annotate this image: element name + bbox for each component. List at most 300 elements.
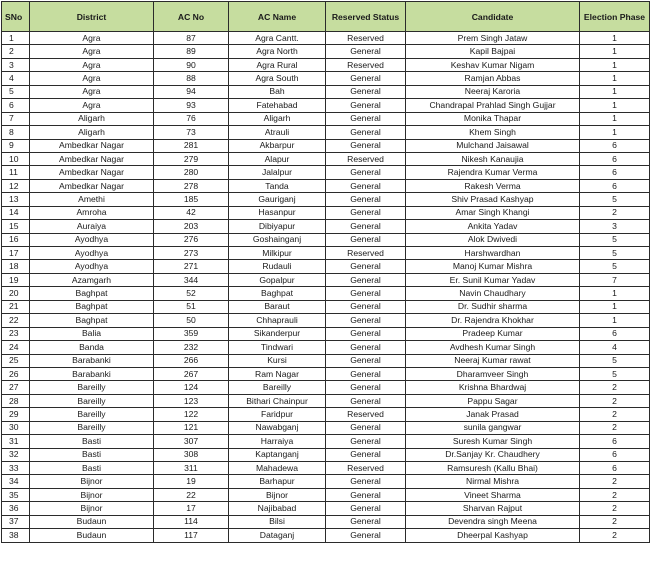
cell-candidate: Harshwardhan [406, 247, 580, 260]
cell-ac-no: 22 [154, 488, 229, 501]
table-row [2, 529, 650, 542]
cell-candidate: Rajendra Kumar Verma [406, 166, 580, 179]
table-row [2, 354, 650, 367]
cell-candidate: Navin Chaudhary [406, 287, 580, 300]
cell-reserved-status: General [326, 139, 406, 152]
cell-ac-name: Agra North [229, 45, 326, 58]
cell-election-phase: 6 [580, 166, 650, 179]
table-row [2, 394, 650, 407]
cell-ac-name: Goshainganj [229, 233, 326, 246]
cell-district: Baghpat [30, 300, 154, 313]
table-row [2, 45, 650, 58]
cell-sno: 16 [2, 233, 30, 246]
cell-election-phase: 5 [580, 193, 650, 206]
table-row [2, 72, 650, 85]
cell-ac-name: Fatehabad [229, 99, 326, 112]
cell-election-phase: 2 [580, 421, 650, 434]
cell-ac-no: 93 [154, 99, 229, 112]
cell-ac-no: 307 [154, 435, 229, 448]
cell-district: Ambedkar Nagar [30, 152, 154, 165]
cell-reserved-status: General [326, 475, 406, 488]
cell-sno: 29 [2, 408, 30, 421]
cell-candidate: Janak Prasad [406, 408, 580, 421]
cell-sno: 24 [2, 341, 30, 354]
cell-ac-no: 73 [154, 126, 229, 139]
cell-sno: 37 [2, 515, 30, 528]
cell-ac-name: Aligarh [229, 112, 326, 125]
cell-ac-name: Atrauli [229, 126, 326, 139]
cell-ac-name: Mahadewa [229, 462, 326, 475]
table-body [2, 32, 650, 543]
cell-district: Agra [30, 85, 154, 98]
cell-candidate: Vineet Sharma [406, 488, 580, 501]
cell-ac-name: Nawabganj [229, 421, 326, 434]
cell-ac-no: 42 [154, 206, 229, 219]
cell-election-phase: 5 [580, 354, 650, 367]
cell-ac-name: Gopalpur [229, 273, 326, 286]
cell-ac-name: Sikanderpur [229, 327, 326, 340]
cell-ac-name: Kursi [229, 354, 326, 367]
cell-ac-no: 278 [154, 179, 229, 192]
cell-ac-name: Baghpat [229, 287, 326, 300]
cell-ac-no: 122 [154, 408, 229, 421]
table-row [2, 220, 650, 233]
cell-reserved-status: General [326, 488, 406, 501]
table-row [2, 112, 650, 125]
cell-ac-no: 89 [154, 45, 229, 58]
cell-ac-no: 359 [154, 327, 229, 340]
column-header-sno: SNo [2, 2, 30, 32]
cell-district: Bareilly [30, 421, 154, 434]
cell-election-phase: 1 [580, 45, 650, 58]
cell-district: Barabanki [30, 367, 154, 380]
cell-reserved-status: General [326, 99, 406, 112]
table-row [2, 139, 650, 152]
table-row [2, 462, 650, 475]
cell-election-phase: 2 [580, 394, 650, 407]
cell-reserved-status: General [326, 72, 406, 85]
cell-district: Agra [30, 32, 154, 45]
cell-election-phase: 2 [580, 502, 650, 515]
cell-election-phase: 3 [580, 220, 650, 233]
cell-ac-no: 121 [154, 421, 229, 434]
cell-district: Ambedkar Nagar [30, 139, 154, 152]
table-row [2, 179, 650, 192]
cell-sno: 13 [2, 193, 30, 206]
column-header-election-phase: Election Phase [580, 2, 650, 32]
cell-candidate: Neeraj Kumar rawat [406, 354, 580, 367]
table-row [2, 193, 650, 206]
cell-district: Aligarh [30, 112, 154, 125]
table-row [2, 515, 650, 528]
table-row [2, 273, 650, 286]
cell-reserved-status: General [326, 515, 406, 528]
cell-reserved-status: General [326, 502, 406, 515]
cell-election-phase: 5 [580, 247, 650, 260]
table-row [2, 32, 650, 45]
column-header-ac-no: AC No [154, 2, 229, 32]
cell-district: Baghpat [30, 314, 154, 327]
cell-sno: 36 [2, 502, 30, 515]
cell-ac-name: Akbarpur [229, 139, 326, 152]
cell-reserved-status: General [326, 327, 406, 340]
cell-candidate: Nikesh Kanaujia [406, 152, 580, 165]
cell-reserved-status: General [326, 341, 406, 354]
cell-reserved-status: General [326, 435, 406, 448]
cell-reserved-status: General [326, 300, 406, 313]
cell-sno: 33 [2, 462, 30, 475]
cell-election-phase: 6 [580, 462, 650, 475]
cell-district: Ambedkar Nagar [30, 179, 154, 192]
cell-ac-name: Barhapur [229, 475, 326, 488]
cell-ac-no: 114 [154, 515, 229, 528]
cell-ac-name: Agra Rural [229, 58, 326, 71]
cell-ac-name: Bilsi [229, 515, 326, 528]
cell-ac-name: Chhaprauli [229, 314, 326, 327]
cell-election-phase: 2 [580, 408, 650, 421]
cell-candidate: Manoj Kumar Mishra [406, 260, 580, 273]
cell-election-phase: 6 [580, 179, 650, 192]
cell-reserved-status: Reserved [326, 247, 406, 260]
cell-sno: 30 [2, 421, 30, 434]
cell-election-phase: 2 [580, 206, 650, 219]
cell-ac-no: 90 [154, 58, 229, 71]
cell-reserved-status: General [326, 367, 406, 380]
cell-sno: 2 [2, 45, 30, 58]
cell-ac-name: Tanda [229, 179, 326, 192]
cell-sno: 38 [2, 529, 30, 542]
cell-ac-name: Jalalpur [229, 166, 326, 179]
cell-election-phase: 1 [580, 85, 650, 98]
cell-election-phase: 5 [580, 260, 650, 273]
cell-ac-name: Bah [229, 85, 326, 98]
cell-district: Basti [30, 462, 154, 475]
cell-reserved-status: General [326, 112, 406, 125]
cell-ac-name: Alapur [229, 152, 326, 165]
cell-ac-no: 117 [154, 529, 229, 542]
cell-ac-name: Najibabad [229, 502, 326, 515]
cell-candidate: Khem Singh [406, 126, 580, 139]
table-row [2, 58, 650, 71]
cell-ac-name: Faridpur [229, 408, 326, 421]
cell-district: Basti [30, 448, 154, 461]
cell-reserved-status: General [326, 260, 406, 273]
cell-district: Ayodhya [30, 260, 154, 273]
cell-sno: 22 [2, 314, 30, 327]
cell-district: Amroha [30, 206, 154, 219]
table-row [2, 99, 650, 112]
cell-ac-name: Tindwari [229, 341, 326, 354]
cell-ac-name: Bithari Chainpur [229, 394, 326, 407]
cell-reserved-status: General [326, 354, 406, 367]
cell-district: Agra [30, 72, 154, 85]
cell-candidate: Kapil Bajpai [406, 45, 580, 58]
cell-election-phase: 1 [580, 99, 650, 112]
cell-candidate: Nirmal Mishra [406, 475, 580, 488]
cell-candidate: Prem Singh Jataw [406, 32, 580, 45]
cell-election-phase: 2 [580, 488, 650, 501]
cell-district: Ayodhya [30, 247, 154, 260]
cell-election-phase: 7 [580, 273, 650, 286]
cell-election-phase: 2 [580, 475, 650, 488]
cell-election-phase: 1 [580, 287, 650, 300]
cell-district: Bijnor [30, 502, 154, 515]
cell-district: Agra [30, 58, 154, 71]
cell-ac-name: Hasanpur [229, 206, 326, 219]
cell-ac-no: 279 [154, 152, 229, 165]
cell-election-phase: 1 [580, 314, 650, 327]
cell-sno: 27 [2, 381, 30, 394]
cell-reserved-status: Reserved [326, 408, 406, 421]
cell-district: Baghpat [30, 287, 154, 300]
cell-ac-name: Milkipur [229, 247, 326, 260]
candidate-table [1, 1, 650, 543]
cell-sno: 8 [2, 126, 30, 139]
cell-election-phase: 1 [580, 300, 650, 313]
cell-sno: 5 [2, 85, 30, 98]
cell-ac-name: Rudauli [229, 260, 326, 273]
cell-district: Budaun [30, 515, 154, 528]
cell-district: Bijnor [30, 475, 154, 488]
column-header-reserved-status: Reserved Status [326, 2, 406, 32]
cell-election-phase: 2 [580, 515, 650, 528]
table-row [2, 367, 650, 380]
cell-candidate: Ramjan Abbas [406, 72, 580, 85]
cell-ac-no: 94 [154, 85, 229, 98]
cell-election-phase: 6 [580, 152, 650, 165]
cell-sno: 20 [2, 287, 30, 300]
cell-sno: 21 [2, 300, 30, 313]
table-row [2, 381, 650, 394]
cell-reserved-status: General [326, 273, 406, 286]
cell-candidate: Rakesh Verma [406, 179, 580, 192]
cell-reserved-status: General [326, 381, 406, 394]
table-row [2, 314, 650, 327]
cell-election-phase: 2 [580, 381, 650, 394]
cell-sno: 18 [2, 260, 30, 273]
cell-sno: 7 [2, 112, 30, 125]
cell-reserved-status: General [326, 45, 406, 58]
table-row [2, 126, 650, 139]
cell-sno: 10 [2, 152, 30, 165]
cell-reserved-status: General [326, 179, 406, 192]
cell-candidate: Suresh Kumar Singh [406, 435, 580, 448]
cell-ac-no: 311 [154, 462, 229, 475]
cell-sno: 26 [2, 367, 30, 380]
cell-candidate: Monika Thapar [406, 112, 580, 125]
cell-reserved-status: General [326, 220, 406, 233]
cell-district: Bareilly [30, 381, 154, 394]
table-row [2, 85, 650, 98]
cell-sno: 25 [2, 354, 30, 367]
table-row [2, 421, 650, 434]
cell-sno: 28 [2, 394, 30, 407]
cell-ac-no: 232 [154, 341, 229, 354]
column-header-district: District [30, 2, 154, 32]
cell-district: Ambedkar Nagar [30, 166, 154, 179]
table-row [2, 327, 650, 340]
cell-reserved-status: Reserved [326, 32, 406, 45]
cell-reserved-status: General [326, 206, 406, 219]
cell-sno: 11 [2, 166, 30, 179]
cell-ac-no: 87 [154, 32, 229, 45]
cell-district: Barabanki [30, 354, 154, 367]
cell-reserved-status: General [326, 233, 406, 246]
cell-election-phase: 6 [580, 327, 650, 340]
cell-district: Basti [30, 435, 154, 448]
cell-reserved-status: General [326, 421, 406, 434]
cell-election-phase: 5 [580, 367, 650, 380]
cell-reserved-status: General [326, 529, 406, 542]
table-row [2, 341, 650, 354]
cell-reserved-status: General [326, 394, 406, 407]
cell-sno: 15 [2, 220, 30, 233]
table-row [2, 448, 650, 461]
table-row [2, 475, 650, 488]
cell-sno: 12 [2, 179, 30, 192]
cell-sno: 14 [2, 206, 30, 219]
cell-sno: 3 [2, 58, 30, 71]
cell-district: Agra [30, 45, 154, 58]
table-row [2, 287, 650, 300]
cell-election-phase: 6 [580, 139, 650, 152]
cell-ac-no: 51 [154, 300, 229, 313]
cell-candidate: Dharamveer Singh [406, 367, 580, 380]
cell-sno: 23 [2, 327, 30, 340]
table-row [2, 206, 650, 219]
cell-district: Auraiya [30, 220, 154, 233]
cell-candidate: Dr. Sudhir sharma [406, 300, 580, 313]
cell-reserved-status: Reserved [326, 58, 406, 71]
cell-ac-no: 276 [154, 233, 229, 246]
cell-ac-no: 76 [154, 112, 229, 125]
cell-candidate: Er. Sunil Kumar Yadav [406, 273, 580, 286]
cell-election-phase: 1 [580, 32, 650, 45]
cell-reserved-status: Reserved [326, 462, 406, 475]
cell-ac-no: 124 [154, 381, 229, 394]
cell-ac-no: 123 [154, 394, 229, 407]
cell-ac-no: 203 [154, 220, 229, 233]
cell-candidate: Amar Singh Khangi [406, 206, 580, 219]
cell-district: Bareilly [30, 394, 154, 407]
cell-ac-no: 267 [154, 367, 229, 380]
cell-ac-no: 266 [154, 354, 229, 367]
cell-election-phase: 5 [580, 233, 650, 246]
cell-candidate: Neeraj Karoria [406, 85, 580, 98]
cell-candidate: Devendra singh Meena [406, 515, 580, 528]
cell-district: Balia [30, 327, 154, 340]
cell-candidate: Keshav Kumar Nigam [406, 58, 580, 71]
column-header-candidate: Candidate [406, 2, 580, 32]
cell-district: Ayodhya [30, 233, 154, 246]
column-header-ac-name: AC Name [229, 2, 326, 32]
cell-election-phase: 1 [580, 58, 650, 71]
cell-sno: 4 [2, 72, 30, 85]
cell-ac-name: Bijnor [229, 488, 326, 501]
table-row [2, 166, 650, 179]
cell-reserved-status: General [326, 287, 406, 300]
cell-ac-no: 280 [154, 166, 229, 179]
cell-election-phase: 6 [580, 435, 650, 448]
cell-district: Amethi [30, 193, 154, 206]
cell-election-phase: 1 [580, 126, 650, 139]
table-row [2, 247, 650, 260]
cell-ac-name: Dibiyapur [229, 220, 326, 233]
cell-election-phase: 1 [580, 112, 650, 125]
table-row [2, 408, 650, 421]
table-row [2, 502, 650, 515]
cell-ac-no: 185 [154, 193, 229, 206]
cell-ac-no: 88 [154, 72, 229, 85]
cell-ac-name: Kaptanganj [229, 448, 326, 461]
table-row [2, 260, 650, 273]
cell-ac-name: Dataganj [229, 529, 326, 542]
cell-election-phase: 1 [580, 72, 650, 85]
cell-reserved-status: General [326, 85, 406, 98]
cell-sno: 1 [2, 32, 30, 45]
cell-ac-no: 308 [154, 448, 229, 461]
table-row [2, 152, 650, 165]
cell-ac-name: Ram Nagar [229, 367, 326, 380]
cell-reserved-status: General [326, 193, 406, 206]
table-row [2, 435, 650, 448]
table-row [2, 233, 650, 246]
cell-ac-no: 281 [154, 139, 229, 152]
cell-reserved-status: General [326, 314, 406, 327]
cell-ac-no: 17 [154, 502, 229, 515]
cell-candidate: Sharvan Rajput [406, 502, 580, 515]
cell-reserved-status: General [326, 448, 406, 461]
cell-election-phase: 4 [580, 341, 650, 354]
table-row [2, 300, 650, 313]
cell-candidate: Avdhesh Kumar Singh [406, 341, 580, 354]
cell-candidate: Dheerpal Kashyap [406, 529, 580, 542]
cell-district: Aligarh [30, 126, 154, 139]
cell-sno: 35 [2, 488, 30, 501]
cell-candidate: Pradeep Kumar [406, 327, 580, 340]
cell-candidate: Krishna Bhardwaj [406, 381, 580, 394]
cell-ac-no: 344 [154, 273, 229, 286]
cell-ac-no: 50 [154, 314, 229, 327]
cell-district: Bijnor [30, 488, 154, 501]
cell-sno: 19 [2, 273, 30, 286]
cell-district: Banda [30, 341, 154, 354]
cell-reserved-status: General [326, 166, 406, 179]
cell-ac-no: 19 [154, 475, 229, 488]
cell-ac-name: Baraut [229, 300, 326, 313]
cell-candidate: Dr.Sanjay Kr. Chaudhery [406, 448, 580, 461]
cell-candidate: Dr. Rajendra Khokhar [406, 314, 580, 327]
cell-district: Bareilly [30, 408, 154, 421]
cell-district: Budaun [30, 529, 154, 542]
cell-candidate: Pappu Sagar [406, 394, 580, 407]
cell-candidate: Mulchand Jaisawal [406, 139, 580, 152]
cell-ac-no: 271 [154, 260, 229, 273]
cell-reserved-status: Reserved [326, 152, 406, 165]
cell-ac-no: 52 [154, 287, 229, 300]
table-header-row [2, 2, 650, 32]
cell-sno: 17 [2, 247, 30, 260]
cell-candidate: Ankita Yadav [406, 220, 580, 233]
cell-ac-name: Agra Cantt. [229, 32, 326, 45]
cell-sno: 32 [2, 448, 30, 461]
cell-reserved-status: General [326, 126, 406, 139]
table-row [2, 488, 650, 501]
cell-election-phase: 2 [580, 529, 650, 542]
cell-district: Agra [30, 99, 154, 112]
cell-sno: 34 [2, 475, 30, 488]
cell-candidate: Ramsuresh (Kallu Bhai) [406, 462, 580, 475]
